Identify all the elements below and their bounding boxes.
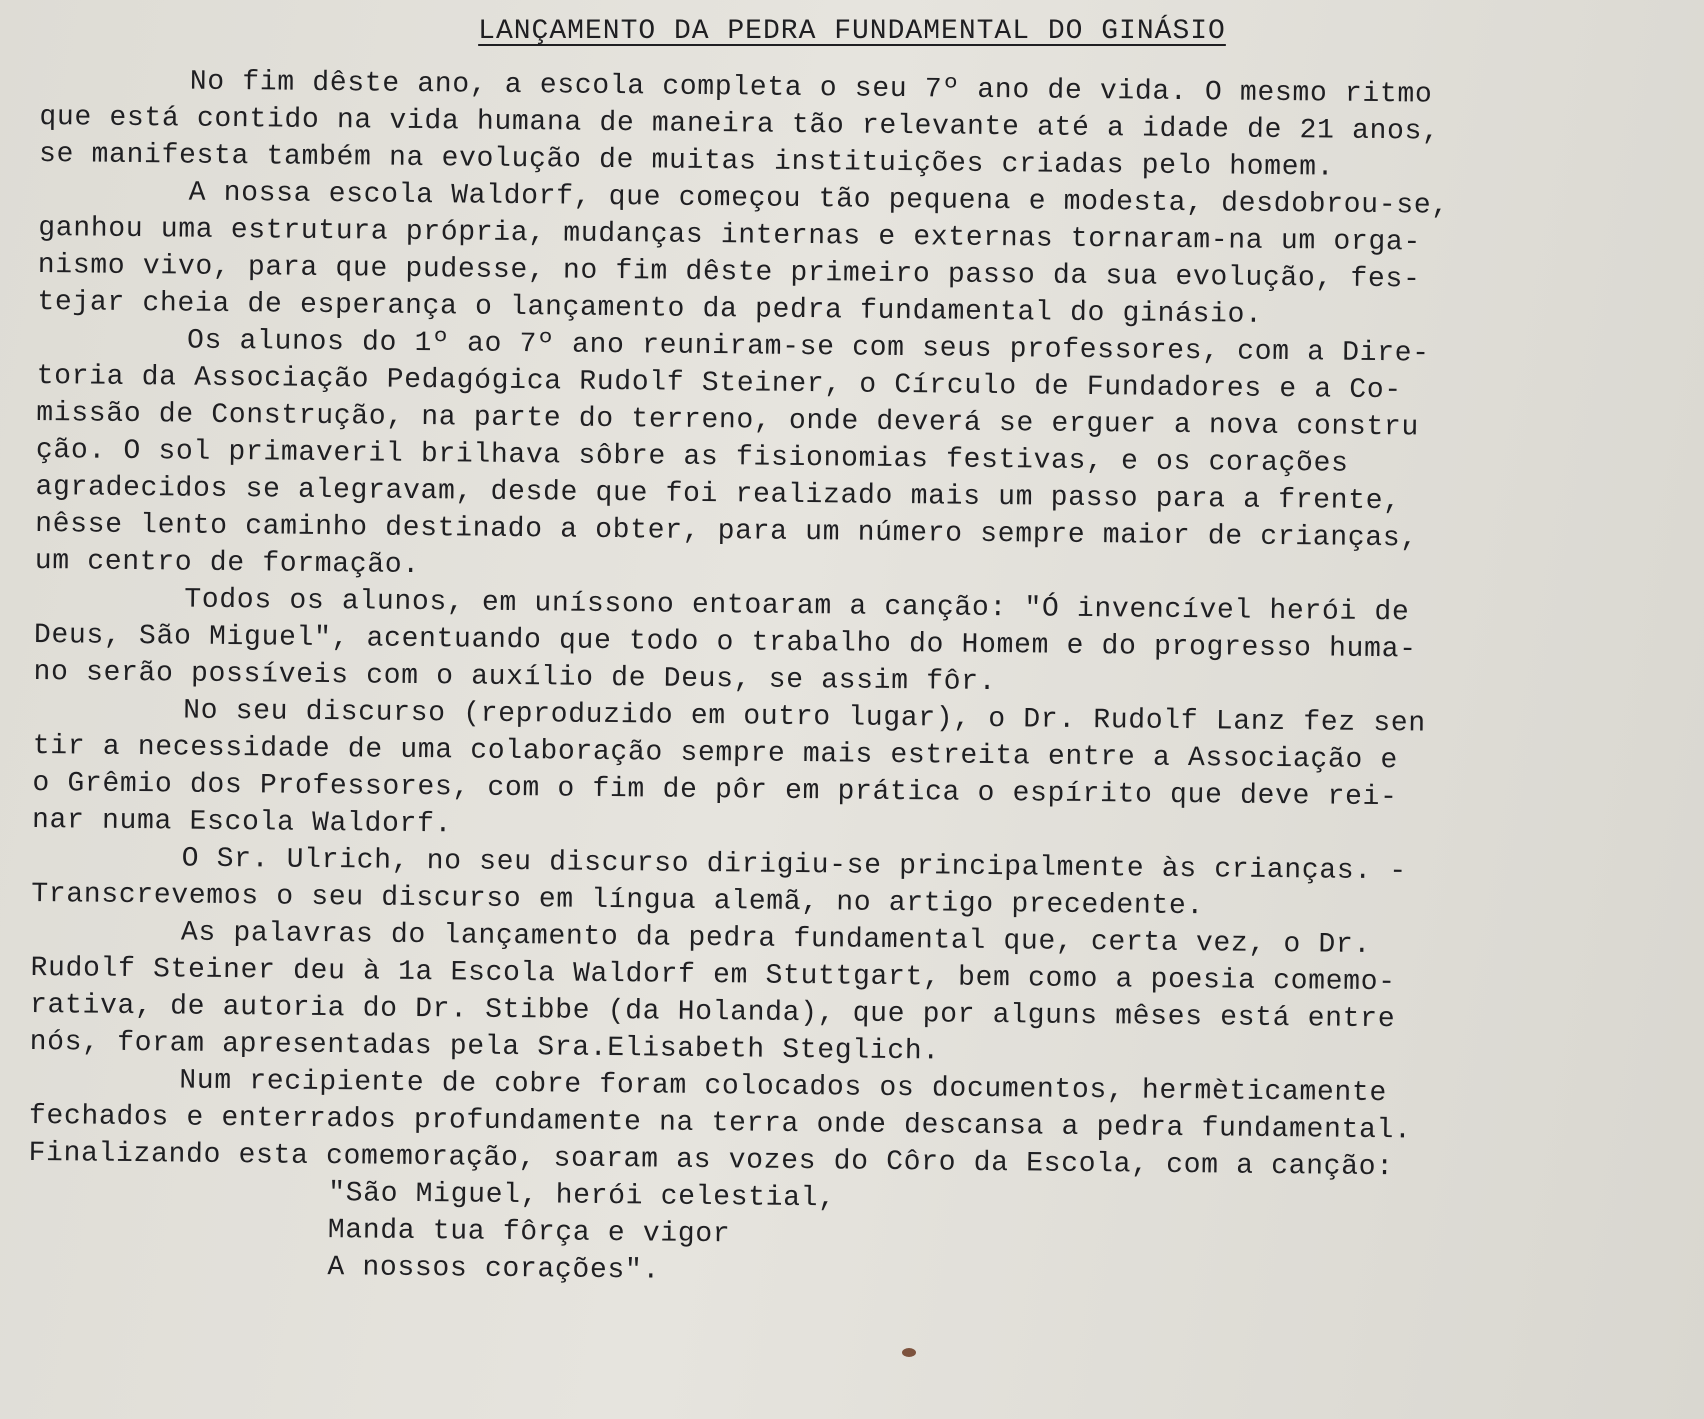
text-line: Num recipiente de cobre foram colocados os documentos, hermèticamente bbox=[179, 1065, 1388, 1110]
text-line: nar numa Escola Waldorf. bbox=[31, 804, 453, 841]
paragraph-8 bbox=[28, 1061, 1649, 1189]
text-line: nismo vivo, para que pudesse, no fim dêste primeiro passo da sua evolução, fes- bbox=[37, 249, 1421, 296]
text-line: Deus, São Miguel", acentuando que todo o trabalho do Homem e do progresso huma- bbox=[33, 619, 1417, 666]
text-line: toria da Associação Pedagógica Rudolf Steiner, o Círculo de Fundadores e a Co- bbox=[36, 360, 1403, 407]
paragraph-4 bbox=[33, 580, 1654, 708]
paragraph-1 bbox=[39, 62, 1660, 190]
document-title: LANÇAMENTO DA PEDRA FUNDAMENTAL DO GINÁSIO bbox=[478, 16, 1226, 47]
paragraph-5 bbox=[32, 691, 1653, 856]
verse-line: Manda tua fôrça e vigor bbox=[327, 1215, 731, 1251]
text-line: se manifesta também na evolução de muitas instituições criadas pelo homem. bbox=[38, 138, 1335, 184]
text-line: Os alunos do 1º ao 7º ano reuniram-se com seus professores, com a Dire- bbox=[186, 325, 1430, 370]
text-line: Finalizando esta comemoração, soaram as vozes do Côro da Escola, com a canção: bbox=[28, 1137, 1394, 1184]
paragraph-3 bbox=[35, 321, 1658, 597]
text-line: tejar cheia de esperança o lançamento da pedra fundamental do ginásio. bbox=[37, 286, 1263, 331]
text-line: nêsse lento caminho destinado a obter, para um número sempre maior de crianças, bbox=[34, 508, 1418, 555]
text-line: No seu discurso (reproduzido em outro lugar), o Dr. Rudolf Lanz fez sen bbox=[183, 695, 1427, 740]
text-line: A nossa escola Waldorf, que começou tão pequena e modesta, desdobrou-se, bbox=[188, 177, 1449, 222]
text-line: ganhou uma estrutura própria, mudanças internas e externas tornaram-na um orga- bbox=[38, 212, 1422, 259]
text-line: Transcrevemos o seu discurso em língua alemã, no artigo precedente. bbox=[31, 878, 1205, 923]
verse-line: "São Miguel, herói celestial, bbox=[328, 1178, 836, 1215]
text-line: no serão possíveis com o auxílio de Deus, se assim fôr. bbox=[33, 656, 997, 699]
text-line: Rudolf Steiner deu à 1a Escola Waldorf em Stuttgart, bem como a poesia comemo- bbox=[30, 952, 1396, 999]
text-line: Todos os alunos, em uníssono entoaram a canção: "Ó invencível herói de bbox=[184, 584, 1410, 629]
text-line: missão de Construção, na parte do terreno, onde deverá se erguer a nova constru bbox=[36, 397, 1420, 444]
text-line: agradecidos se alegravam, desde que foi realizado mais um passo para a frente, bbox=[35, 471, 1401, 518]
text-line: ção. O sol primaveril brilhava sôbre as fisionomias festivas, e os corações bbox=[35, 434, 1349, 480]
text-line: No fim dêste ano, a escola completa o seu 7º ano de vida. O mesmo ritmo bbox=[189, 66, 1433, 111]
text-line: fechados e enterrados profundamente na terra onde descansa a pedra fundamental. bbox=[28, 1100, 1412, 1147]
text-line: tir a necessidade de uma colaboração sempre mais estreita entre a Associação e bbox=[32, 730, 1399, 777]
document-body bbox=[27, 62, 1660, 1300]
text-line: As palavras do lançamento da pedra fundamental que, certa vez, o Dr. bbox=[180, 917, 1372, 961]
song-verse bbox=[27, 1172, 1648, 1300]
verse-line: A nossos corações". bbox=[327, 1252, 661, 1287]
text-line: nós, foram apresentadas pela Sra.Elisabeth Steglich. bbox=[29, 1026, 941, 1068]
text-line: que está contido na vida humana de maneira tão relevante até a idade de 21 anos, bbox=[39, 101, 1440, 148]
text-line: O Sr. Ulrich, no seu discurso dirigiu-se principalmente às crianças. - bbox=[181, 843, 1407, 888]
paragraph-7 bbox=[30, 913, 1651, 1078]
text-line: rativa, de autoria do Dr. Stibbe (da Holanda), que por alguns mêses está entre bbox=[29, 989, 1396, 1036]
text-line: o Grêmio dos Professores, com o fim de pôr em prática o espírito que deve rei- bbox=[32, 767, 1398, 814]
paragraph-2 bbox=[37, 173, 1658, 338]
ink-stain bbox=[902, 1348, 916, 1357]
text-line: um centro de formação. bbox=[34, 545, 420, 582]
